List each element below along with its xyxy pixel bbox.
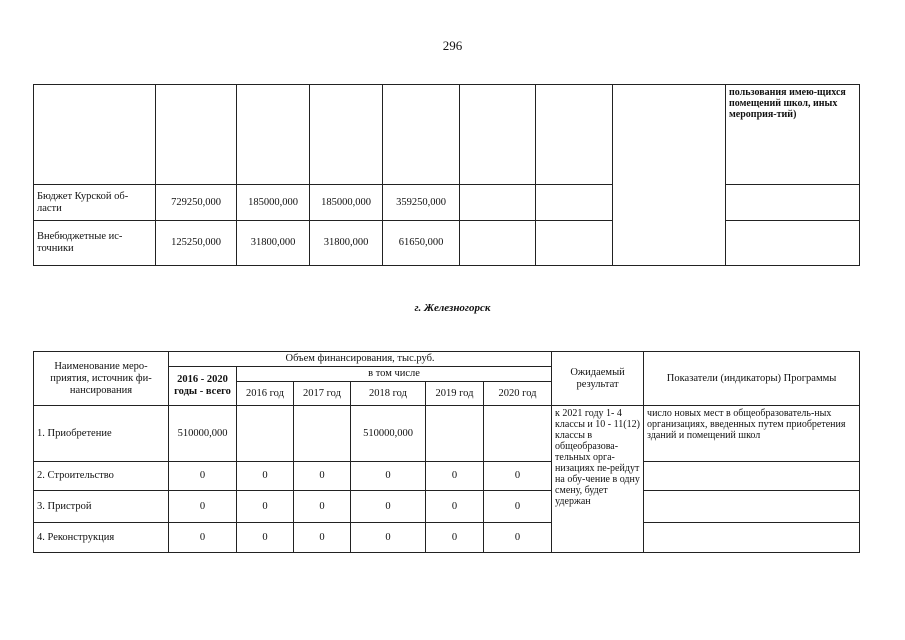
table1-note-text: пользования имею-щихся помещений школ, иных мероприя-тий) <box>726 85 860 185</box>
value-2017: 0 <box>294 491 351 523</box>
header-row-1 <box>34 352 860 367</box>
value-2017: 0 <box>294 523 351 553</box>
header-year: 2017 год <box>294 382 351 406</box>
value-2018: 510000,000 <box>351 406 426 462</box>
value-2017 <box>294 406 351 462</box>
indicator-text <box>644 462 860 491</box>
header-indicators: Показатели (индикаторы) Программы <box>644 352 860 406</box>
header-year: 2018 год <box>351 382 426 406</box>
value-2017: 31800,000 <box>310 221 383 266</box>
value-total: 0 <box>169 491 237 523</box>
indicator-text <box>644 491 860 523</box>
value-2016: 185000,000 <box>237 185 310 221</box>
header-including: в том числе <box>237 367 552 382</box>
value-2020: 0 <box>484 462 552 491</box>
value-2019 <box>426 406 484 462</box>
table-row <box>34 185 860 221</box>
value-2020 <box>484 406 552 462</box>
row-name: 4. Реконструкция <box>34 523 169 553</box>
header-expected: Ожидаемый результат <box>552 352 644 406</box>
table-row <box>34 406 860 462</box>
value-2019: 0 <box>426 523 484 553</box>
indicator-text: число новых мест в общеобразователь-ных организациях, введенных путем приобретения зданий и помещений школ <box>644 406 860 462</box>
value-total: 0 <box>169 523 237 553</box>
value-2018: 0 <box>351 462 426 491</box>
table1-note-row <box>34 85 860 185</box>
page-number: 296 <box>442 38 463 53</box>
value-2016: 31800,000 <box>237 221 310 266</box>
value-2019: 0 <box>426 462 484 491</box>
value-total: 0 <box>169 462 237 491</box>
financing-table <box>33 351 860 553</box>
value-2018: 61650,000 <box>383 221 460 266</box>
value-2020: 0 <box>484 491 552 523</box>
expected-result: к 2021 году 1- 4 классы и 10 - 11(12) классы в общеобразова-тельных орга-низациях пе-рейдут на обу-чение в одну смену, будет удержан <box>552 406 644 553</box>
header-year: 2020 год <box>484 382 552 406</box>
header-name: Наименование меро-приятия, источник фи-нансирования <box>34 352 169 406</box>
value-2017: 0 <box>294 462 351 491</box>
value-total: 125250,000 <box>156 221 237 266</box>
table-row <box>34 462 860 491</box>
value-2018: 0 <box>351 491 426 523</box>
value-total: 729250,000 <box>156 185 237 221</box>
value-2016: 0 <box>237 491 294 523</box>
row-name: 2. Строительство <box>34 462 169 491</box>
table-row <box>34 491 860 523</box>
value-2020: 0 <box>484 523 552 553</box>
value-2016 <box>237 406 294 462</box>
table-row <box>34 221 860 266</box>
value-2019: 0 <box>426 491 484 523</box>
header-volume: Объем финансирования, тыс.руб. <box>169 352 552 367</box>
value-2017: 185000,000 <box>310 185 383 221</box>
header-total: 2016 - 2020 годы - всего <box>169 367 237 406</box>
row-name: 3. Пристрой <box>34 491 169 523</box>
header-year: 2019 год <box>426 382 484 406</box>
header-year: 2016 год <box>237 382 294 406</box>
table-row <box>34 523 860 553</box>
value-2018: 0 <box>351 523 426 553</box>
value-2016: 0 <box>237 523 294 553</box>
city-heading: г. Железногорск <box>414 302 491 314</box>
value-2016: 0 <box>237 462 294 491</box>
indicator-text <box>644 523 860 553</box>
value-2018: 359250,000 <box>383 185 460 221</box>
row-name: Бюджет Курской об-ласти <box>34 185 156 221</box>
value-total: 510000,000 <box>169 406 237 462</box>
row-name: 1. Приобретение <box>34 406 169 462</box>
budget-continuation-table <box>33 84 860 266</box>
row-name: Внебюджетные ис-точники <box>34 221 156 266</box>
